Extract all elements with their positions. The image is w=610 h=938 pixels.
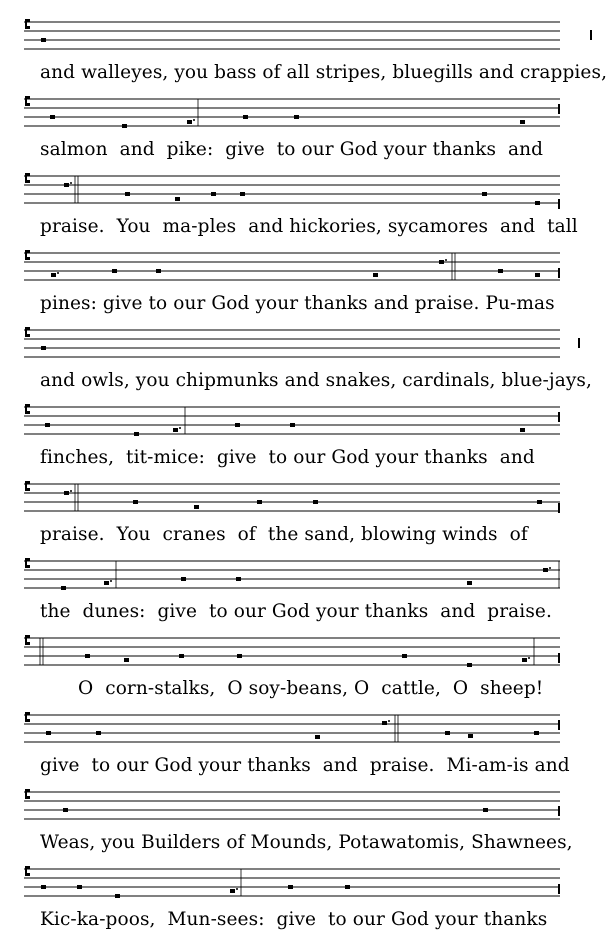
clef-icon	[25, 96, 30, 106]
staff	[24, 630, 560, 674]
custos-icon	[558, 412, 560, 422]
lyric-line: finches, tit-mice: give to our God your thanks and	[40, 447, 535, 468]
lyric-line: give to our God your thanks and praise. Mi-am-is and	[40, 755, 570, 776]
clef-icon	[25, 866, 30, 876]
lyric-line: pines: give to our God your thanks and praise. Pu-mas	[40, 293, 555, 314]
custos-icon	[558, 720, 560, 730]
clef-icon	[25, 173, 30, 183]
lyric-line: praise. You cranes of the sand, blowing winds of	[40, 524, 528, 545]
chant-system-1	[0, 14, 610, 91]
staff	[24, 784, 560, 828]
lyric-line: Kic-ka-poos, Mun-sees: give to our God your thanks	[40, 909, 548, 930]
custos-icon	[558, 806, 560, 816]
lyric-line: Weas, you Builders of Mounds, Potawatomis, Shawnees,	[40, 832, 573, 853]
chant-system-6	[0, 399, 610, 476]
staff	[24, 14, 560, 58]
neume	[41, 38, 46, 42]
lyric-line: the dunes: give to our God your thanks and praise.	[40, 601, 552, 622]
lyric-line: and walleyes, you bass of all stripes, bluegills and crappies,	[40, 62, 608, 83]
clef-icon	[25, 250, 30, 260]
staff	[24, 476, 560, 520]
staff	[24, 399, 560, 443]
staff	[24, 168, 560, 212]
chant-system-11	[0, 784, 610, 861]
clef-icon	[25, 327, 30, 337]
clef-icon	[25, 789, 30, 799]
staff	[24, 91, 560, 135]
chant-system-7	[0, 476, 610, 553]
lyric-line: praise. You ma-ples and hickories, sycamores and tall	[40, 216, 578, 237]
custos-icon	[578, 338, 580, 348]
clef-icon	[25, 404, 30, 414]
custos-icon	[558, 653, 560, 663]
custos-icon	[558, 884, 560, 894]
chant-system-10	[0, 707, 610, 784]
chant-system-9	[0, 630, 610, 707]
lyric-line: salmon and pike: give to our God your thanks and	[40, 139, 544, 160]
custos-icon	[558, 104, 560, 114]
clef-icon	[25, 19, 30, 29]
lyric-line: O corn-stalks, O soy-beans, O cattle, O sheep!	[78, 678, 544, 699]
chant-system-5	[0, 322, 610, 399]
clef-icon	[25, 558, 30, 568]
chant-system-8	[0, 553, 610, 630]
custos-icon	[558, 268, 560, 278]
staff	[24, 861, 560, 905]
custos-icon	[590, 30, 592, 40]
chant-system-12	[0, 861, 610, 938]
staff	[24, 245, 560, 289]
chant-system-4	[0, 245, 610, 322]
staff	[24, 322, 560, 366]
custos-icon	[558, 199, 560, 209]
custos-icon	[558, 503, 560, 513]
clef-icon	[25, 635, 30, 645]
lyric-line: and owls, you chipmunks and snakes, cardinals, blue-jays,	[40, 370, 592, 391]
clef-icon	[25, 712, 30, 722]
staff	[24, 553, 560, 597]
clef-icon	[25, 481, 30, 491]
chant-system-2	[0, 91, 610, 168]
staff	[24, 707, 560, 751]
chant-system-3	[0, 168, 610, 245]
